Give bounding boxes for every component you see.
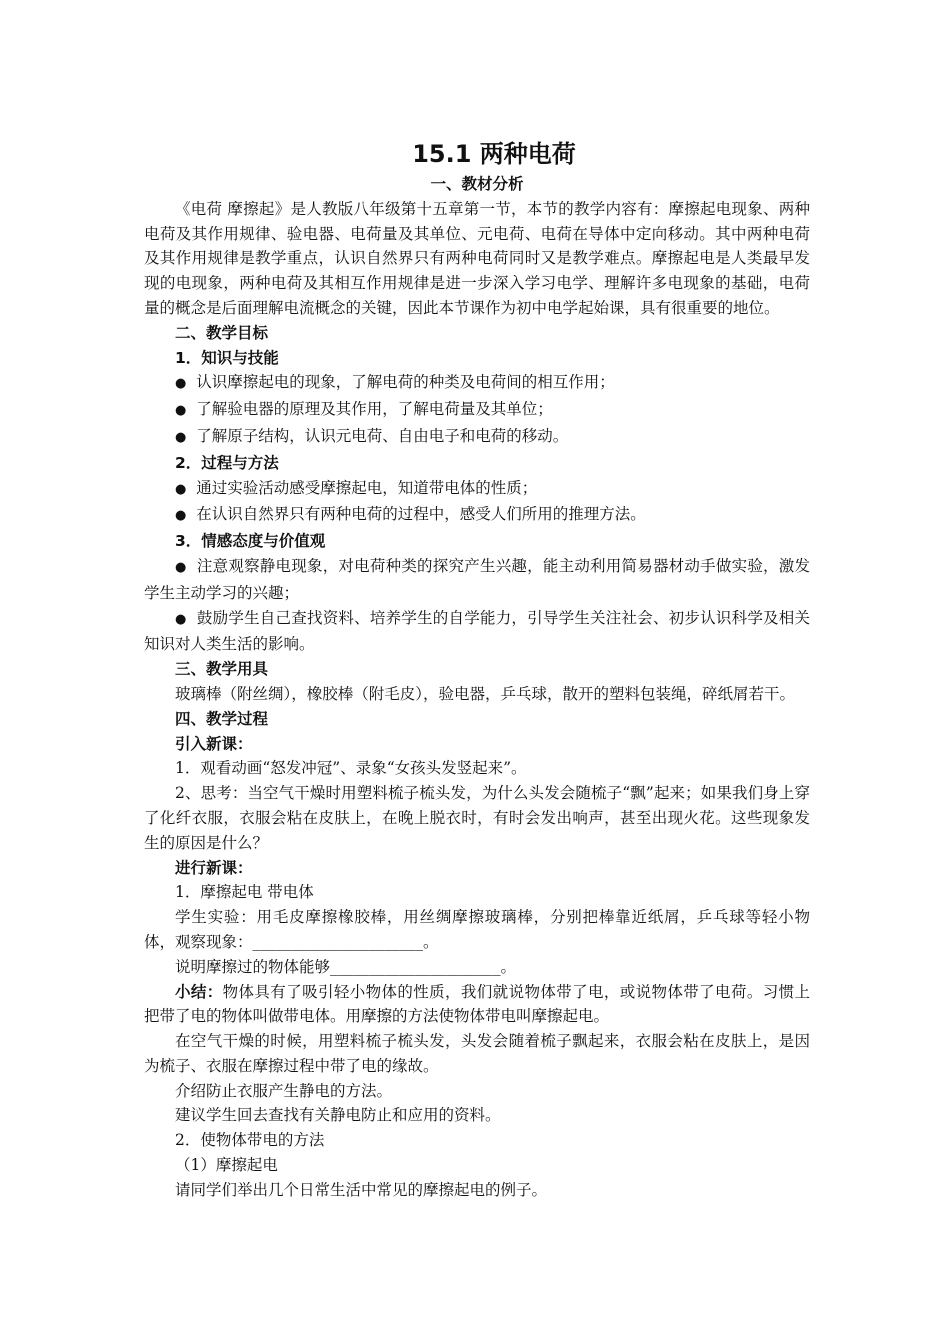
bullet-text: 在认识自然界只有两种电荷的过程中，感受人们所用的推理方法。 bbox=[196, 505, 646, 524]
paragraph: 建议学生回去查找有关静电防止和应用的资料。 bbox=[175, 1106, 501, 1125]
section-heading: 四、教学过程 bbox=[175, 709, 269, 728]
bullet-item bbox=[144, 502, 810, 529]
bullet-icon: ● bbox=[175, 376, 187, 392]
paragraph: 2、思考：当空气干燥时用塑料梳子梳头发，为什么头发会随梳子“飘”起来；如果我们身上穿了化纤衣服，衣服会粘在皮肤上，在晚上脱衣时，有时会发出响声，甚至出现火花。这些现象发生的原因是什么？ bbox=[144, 784, 810, 852]
bullet-icon: ● bbox=[175, 403, 187, 419]
paragraph: 学生实验：用毛皮摩擦橡胶棒，用丝绸摩擦玻璃棒，分别把棒靠近纸屑，乒乓球等轻小物体，观察现象：______________________。 bbox=[144, 908, 810, 951]
bullet-icon: ● bbox=[175, 429, 187, 445]
bullet-text: 认识摩擦起电的现象，了解电荷的种类及电荷间的相互作用； bbox=[196, 373, 615, 392]
paragraph: 《电荷 摩擦起》是人教版八年级第十五章第一节，本节的教学内容有：摩擦起电现象、两种电荷及其作用规律、验电器、电荷量及其单位、元电荷、电荷在导体中定向移动。其中两种电荷及其作用规律是教学重点，认识自然界只有两种电荷同时又是教学难点。摩擦起电是人类最早发现的电现象，两种电荷及其相互作用规律是进一步深入学习电学、理解许多电现象的基础，电荷量的概念是后面理解电流概念的关键，因此本节课作为初中电学起始课，具有很重要的地位。 bbox=[144, 199, 810, 317]
paragraph: 2．使物体带电的方法 bbox=[175, 1131, 325, 1150]
bullet-icon: ● bbox=[175, 508, 187, 524]
subheading: 2．过程与方法 bbox=[175, 453, 279, 472]
paragraph: （1）摩擦起电 bbox=[175, 1156, 278, 1175]
paragraph: 在空气干燥的时候，用塑料梳子梳头发，头发会随着梳子飘起来，衣服会粘在皮肤上，是因为梳子、衣服在摩擦过程中带了电的缘故。 bbox=[144, 1032, 810, 1075]
bullet-item bbox=[144, 397, 810, 424]
subheading: 引入新课： bbox=[175, 734, 253, 753]
bullet-item bbox=[144, 606, 810, 658]
bullet-item bbox=[144, 476, 810, 503]
bullet-item bbox=[144, 370, 810, 397]
summary-label: 小结： bbox=[175, 982, 223, 1001]
summary-text: 物体具有了吸引轻小物体的性质，我们就说物体带了电，或说物体带了电荷。习惯上把带了电的物体叫做带电体。用摩擦的方法使物体带电叫摩擦起电。 bbox=[144, 982, 810, 1026]
bullet-icon: ● bbox=[175, 481, 187, 497]
section-heading: 一、教材分析 bbox=[430, 175, 524, 193]
subheading: 1．知识与技能 bbox=[175, 348, 279, 367]
bullet-text: 了解原子结构，认识元电荷、自由电子和电荷的移动。 bbox=[196, 426, 569, 445]
bullet-text: 了解验电器的原理及其作用，了解电荷量及其单位； bbox=[196, 400, 553, 419]
paragraph: 说明摩擦过的物体能够______________________。 bbox=[175, 957, 517, 976]
section-heading: 二、教学目标 bbox=[175, 323, 269, 342]
bullet-icon: ● bbox=[175, 559, 187, 575]
paragraph: 介绍防止衣服产生静电的方法。 bbox=[175, 1081, 393, 1100]
bullet-text: 通过实验活动感受摩擦起电，知道带电体的性质； bbox=[196, 478, 538, 497]
bullet-item bbox=[144, 424, 810, 451]
page-title: 15.1 两种电荷 bbox=[412, 140, 576, 168]
paragraph: 1．摩擦起电 带电体 bbox=[175, 883, 314, 902]
summary-paragraph bbox=[144, 980, 810, 1030]
paragraph: 1．观看动画“怒发冲冠”、录象“女孩头发竖起来”。 bbox=[175, 759, 527, 778]
bullet-icon: ● bbox=[175, 611, 187, 627]
subheading: 进行新课： bbox=[175, 858, 253, 877]
bullet-item bbox=[144, 554, 810, 606]
bullet-text: 注意观察静电现象，对电荷种类的探究产生兴趣，能主动利用简易器材动手做实验，激发学生主动学习的兴趣； bbox=[144, 556, 810, 602]
document-body bbox=[144, 172, 810, 1203]
paragraph: 请同学们举出几个日常生活中常见的摩擦起电的例子。 bbox=[175, 1180, 548, 1199]
section-heading: 三、教学用具 bbox=[175, 660, 269, 679]
subheading: 3．情感态度与价值观 bbox=[175, 532, 326, 551]
paragraph: 玻璃棒（附丝绸），橡胶棒（附毛皮），验电器，乒乓球，散开的塑料包装绳，碎纸屑若干。 bbox=[175, 684, 796, 703]
bullet-text: 鼓励学生自己查找资料、培养学生的自学能力，引导学生关注社会、初步认识科学及相关知识对人类生活的影响。 bbox=[144, 608, 810, 654]
